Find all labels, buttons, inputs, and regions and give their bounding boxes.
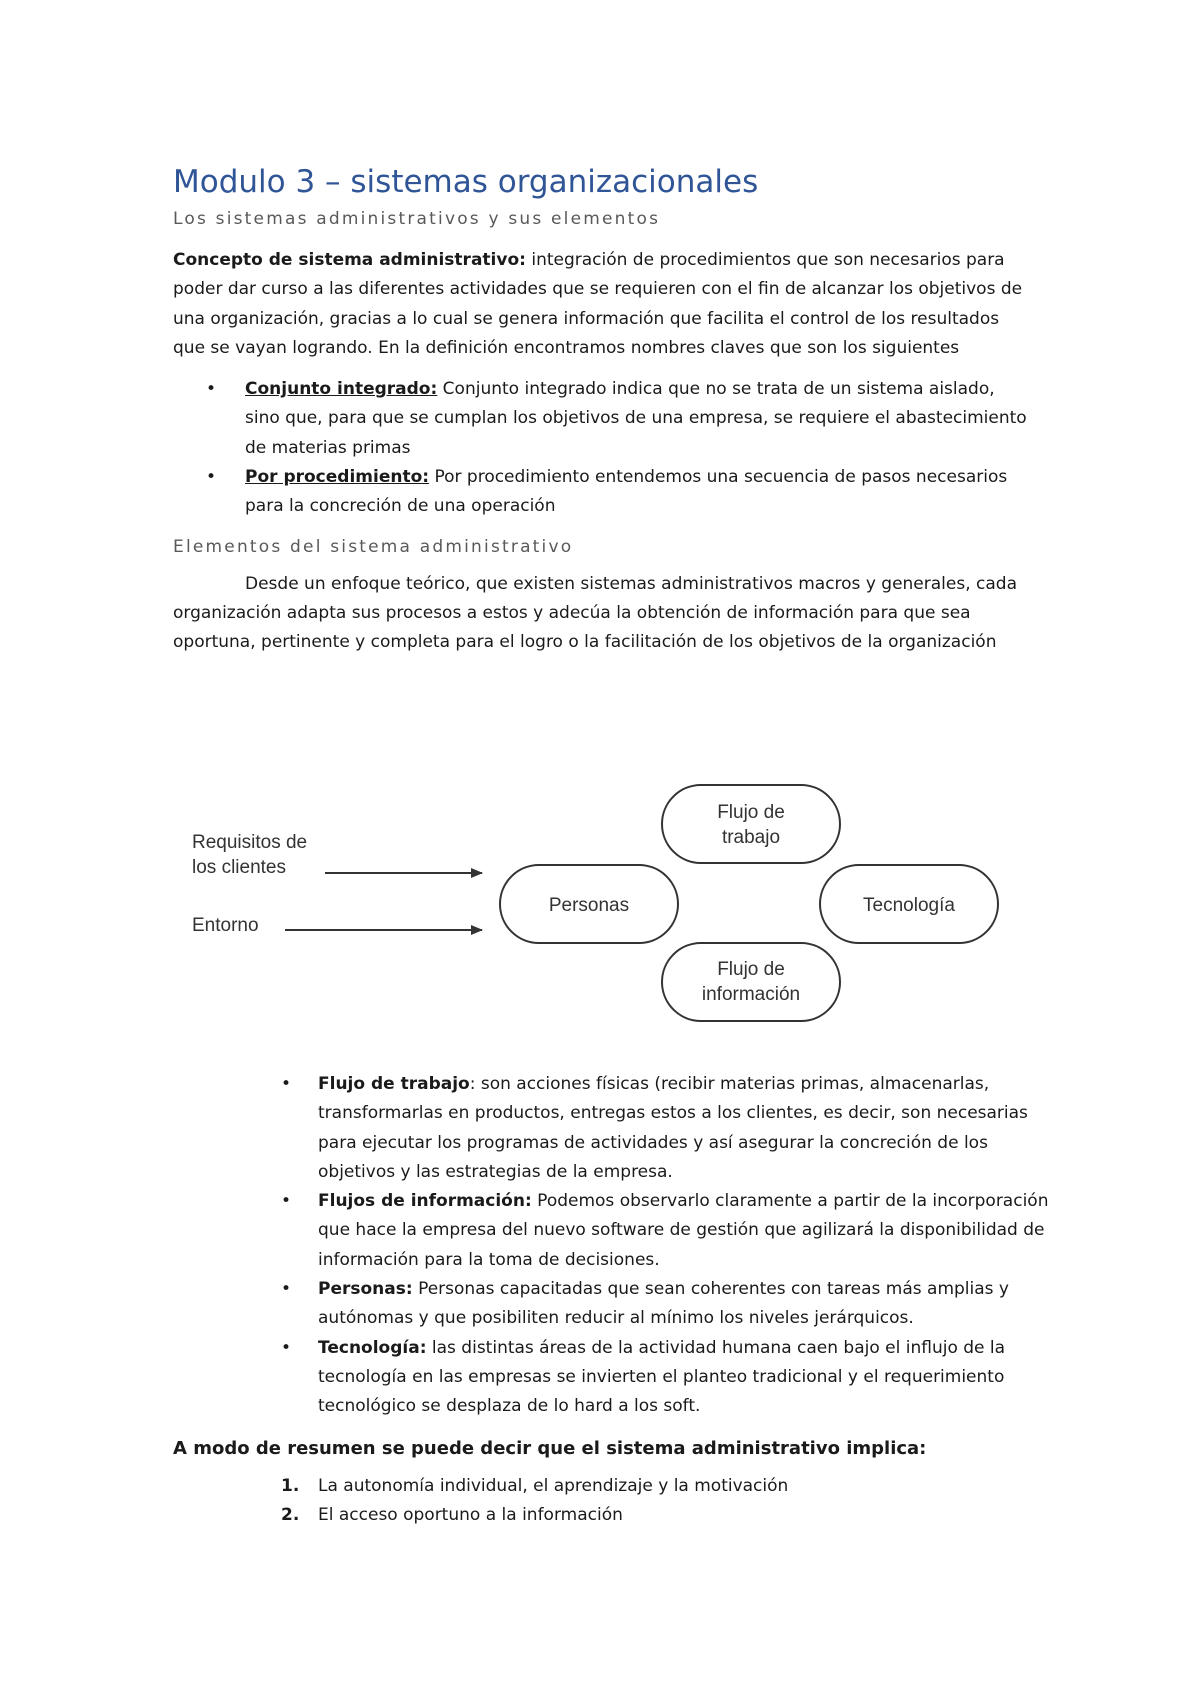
key-term-text: Conjunto integrado indica que no se trata de un sistema aislado, sino que, para que se cumplan los objetivos de una empresa, se requiere el abastecimiento de materias primas [245,379,1027,458]
lower-section [173,1070,1053,1530]
key-term-text: Por procedimiento entendemos una secuencia de pasos necesarios para la concreción de una operación [245,467,1008,517]
list-number: 2. [281,1504,300,1525]
input-label-environment: Entorno [192,915,259,936]
bullet-icon: • [206,467,217,488]
list-item [173,375,1033,463]
element-text: : son acciones físicas (recibir materias primas, almacenarlas, transformarlas en productos, entregas estos a los clientes, es decir, son necesarias para ejecutar los programas de actividades y así asegurar la concreción de los objetivos y las estrategias de la empresa. [318,1074,1028,1182]
elements-intro: Desde un enfoque teórico, que existen sistemas administrativos macros y generales, cada organización adapta sus procesos a estos y adecúa la obtención de información para que sea oportuna, pertinente y completa para el logro o la facilitación de los objetivos de la organización [173,573,1017,653]
element-term: Personas: [318,1279,413,1300]
bullet-icon: • [281,1191,292,1212]
list-item [173,1187,1053,1275]
element-text: las distintas áreas de la actividad humana caen bajo el influjo de la tecnología en las empresas se invierten el planteo tradicional y el requerimiento tecnológico se desplaza de lo hard a los soft. [318,1337,1006,1417]
node-infoflow-label-line1: Flujo de [717,959,785,980]
summary-item-text: La autonomía individual, el aprendizaje y la motivación [318,1475,789,1496]
node-people-label: Personas [548,895,630,916]
node-workflow-shape [662,785,840,863]
node-technology-label: Tecnología [863,895,955,916]
element-term: Flujo de trabajo [318,1074,470,1094]
elements-diagram [180,775,1020,1035]
input-label-requirements-line2: los clientes [192,857,286,878]
elements-list [173,1070,1053,1422]
bullet-icon: • [281,1279,292,1300]
concept-paragraph [173,246,1033,363]
summary-list [173,1472,1053,1531]
bullet-icon: • [281,1337,292,1358]
summary-item-text: El acceso oportuno a la información [318,1504,623,1525]
document-body [173,160,1033,658]
bullet-icon: • [206,379,217,400]
node-workflow-label-line1: Flujo de [717,802,785,823]
input-label-requirements-line1: Requisitos de [192,832,308,853]
element-text: Podemos observarlo claramente a partir de la incorporación que hace la empresa del nuevo software de gestión que agilizará la disponibilidad de información para la toma de decisiones. [318,1191,1049,1270]
node-infoflow-label-line2: información [701,984,801,1005]
page-subtitle: Los sistemas administrativos y sus elementos [173,209,661,229]
node-infoflow-shape [662,943,840,1021]
element-text: Personas capacitadas que sean coherentes con tareas más amplias y autónomas y que posibiliten reducir al mínimo los niveles jerárquicos. [318,1279,1009,1329]
page-title: Modulo 3 – sistemas organizacionales [173,164,759,200]
key-term-label: Conjunto integrado: [245,379,438,400]
list-item [173,463,1033,522]
node-workflow-label-line2: trabajo [721,827,781,848]
list-number: 1. [281,1475,300,1496]
list-item [173,1334,1053,1422]
summary-heading: A modo de resumen se puede decir que el sistema administrativo implica: [173,1437,927,1459]
concept-text: integración de procedimientos que son necesarios para poder dar curso a las diferentes actividades que se requieren con el fin de alcanzar los objetivos de una organización, gracias a lo cual se genera información que facilita el control de los resultados que se vayan logrando. En la definición encontramos nombres claves que son los siguientes [173,250,1023,358]
element-term: Flujos de información: [318,1191,532,1212]
list-item [173,1501,1053,1530]
concept-term: Concepto de sistema administrativo: [173,250,526,270]
list-item [173,1472,1053,1501]
bullet-icon: • [281,1074,292,1094]
key-terms-list [173,375,1033,521]
list-item [173,1070,1053,1187]
element-term: Tecnología: [318,1337,427,1358]
list-item [173,1275,1053,1334]
key-term-label: Por procedimiento: [245,467,430,488]
elements-heading: Elementos del sistema administrativo [173,536,574,557]
